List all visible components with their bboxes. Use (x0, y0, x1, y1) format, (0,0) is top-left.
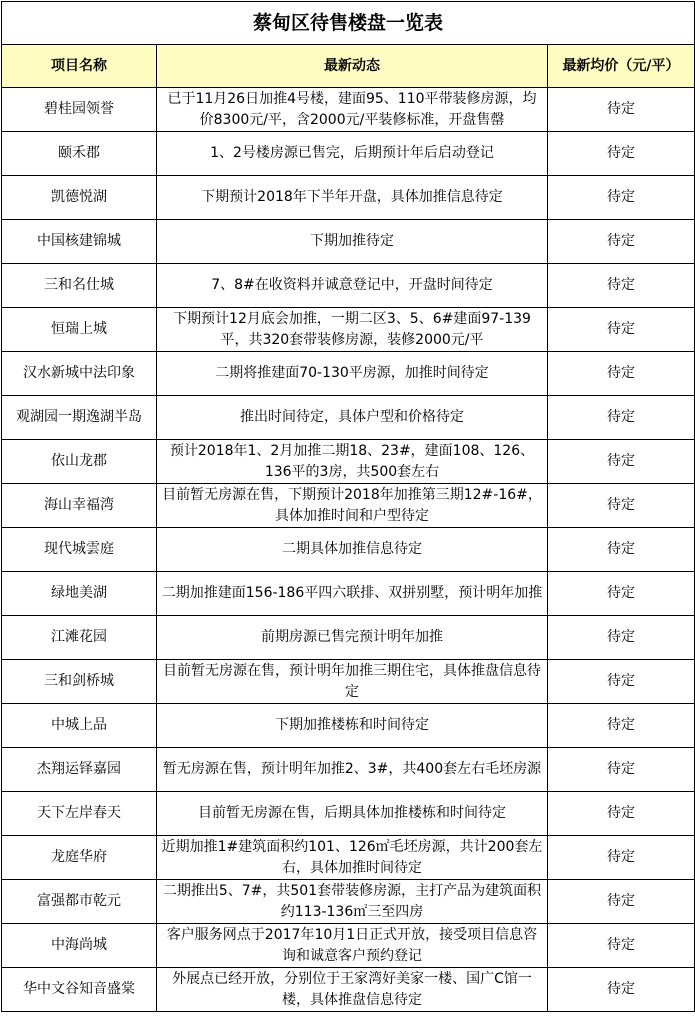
header-latest-news: 最新动态 (157, 45, 548, 88)
latest-news-cell: 推出时间待定，具体户型和价格待定 (157, 396, 548, 440)
table-row (2, 528, 695, 572)
latest-news-cell: 暂无房源在售，预计明年加推2、3#，共400套左右毛坯房源 (157, 748, 548, 792)
table-row (2, 308, 695, 352)
latest-news-cell: 目前暂无房源在售，下期预计2018年加推第三期12#-16#，具体加推时间和户型待定 (157, 484, 548, 528)
latest-news-cell: 二期推出5、7#，共501套带装修房源，主打产品为建筑面积约113-136㎡三至四房 (157, 880, 548, 924)
header-row (2, 45, 695, 88)
latest-price-cell: 待定 (548, 396, 695, 440)
latest-news-cell: 二期加推建面156-186平四六联排、双拼别墅，预计明年加推 (157, 572, 548, 616)
table-title: 蔡甸区待售楼盘一览表 (2, 2, 695, 45)
latest-price-cell: 待定 (548, 176, 695, 220)
latest-news-cell: 二期具体加推信息待定 (157, 528, 548, 572)
project-name-cell: 龙庭华府 (2, 836, 157, 880)
latest-price-cell: 待定 (548, 572, 695, 616)
latest-news-cell: 下期加推待定 (157, 220, 548, 264)
latest-news-cell: 下期加推楼栋和时间待定 (157, 704, 548, 748)
header-project-name: 项目名称 (2, 45, 157, 88)
project-name-cell: 恒瑞上城 (2, 308, 157, 352)
table-row (2, 264, 695, 308)
latest-price-cell: 待定 (548, 528, 695, 572)
table-row (2, 880, 695, 924)
project-name-cell: 中国核建锦城 (2, 220, 157, 264)
latest-news-cell: 近期加推1#建筑面积约101、126㎡毛坯房源，共计200套左右，具体加推时间待定 (157, 836, 548, 880)
project-name-cell: 天下左岸春天 (2, 792, 157, 836)
latest-news-cell: 二期将推建面70-130平房源，加推时间待定 (157, 352, 548, 396)
latest-price-cell: 待定 (548, 484, 695, 528)
table-row (2, 88, 695, 132)
project-name-cell: 富强都市乾元 (2, 880, 157, 924)
project-name-cell: 中城上品 (2, 704, 157, 748)
table-row (2, 132, 695, 176)
latest-price-cell: 待定 (548, 88, 695, 132)
project-name-cell: 颐禾郡 (2, 132, 157, 176)
table-row (2, 748, 695, 792)
latest-price-cell: 待定 (548, 836, 695, 880)
project-name-cell: 三和剑桥城 (2, 660, 157, 704)
table-row (2, 440, 695, 484)
latest-price-cell: 待定 (548, 264, 695, 308)
project-name-cell: 中海尚城 (2, 924, 157, 968)
latest-price-cell: 待定 (548, 308, 695, 352)
table-row (2, 396, 695, 440)
listing-table (1, 1, 695, 1012)
latest-price-cell: 待定 (548, 880, 695, 924)
project-name-cell: 三和名仕城 (2, 264, 157, 308)
latest-news-cell: 1、2号楼房源已售完，后期预计年后启动登记 (157, 132, 548, 176)
project-name-cell: 绿地美湖 (2, 572, 157, 616)
latest-price-cell: 待定 (548, 924, 695, 968)
table-row (2, 616, 695, 660)
latest-price-cell: 待定 (548, 660, 695, 704)
project-name-cell: 汉水新城中法印象 (2, 352, 157, 396)
latest-news-cell: 预计2018年1、2月加推二期18、23#，建面108、126、136平的3房，共500套左右 (157, 440, 548, 484)
table-row (2, 176, 695, 220)
project-name-cell: 江滩花园 (2, 616, 157, 660)
project-name-cell: 现代城雲庭 (2, 528, 157, 572)
latest-news-cell: 目前暂无房源在售，预计明年加推三期住宅，具体推盘信息待定 (157, 660, 548, 704)
table-row (2, 484, 695, 528)
table-row (2, 352, 695, 396)
header-latest-price: 最新均价（元/平） (548, 45, 695, 88)
table-row (2, 704, 695, 748)
table-row (2, 220, 695, 264)
latest-price-cell: 待定 (548, 440, 695, 484)
project-name-cell: 华中文谷知音盛棠 (2, 968, 157, 1012)
latest-news-cell: 已于11月26日加推4号楼，建面95、110平带装修房源，均价8300元/平，含2000元/平装修标准，开盘售罄 (157, 88, 548, 132)
latest-price-cell: 待定 (548, 748, 695, 792)
project-name-cell: 杰翔运铎嘉园 (2, 748, 157, 792)
latest-price-cell: 待定 (548, 220, 695, 264)
project-name-cell: 凯德悦湖 (2, 176, 157, 220)
latest-price-cell: 待定 (548, 792, 695, 836)
latest-news-cell: 客户服务网点于2017年10月1日正式开放，接受项目信息咨询和诚意客户预约登记 (157, 924, 548, 968)
table-row (2, 792, 695, 836)
latest-news-cell: 下期预计12月底会加推，一期二区3、5、6#建面97-139平，共320套带装修房源，装修2000元/平 (157, 308, 548, 352)
latest-price-cell: 待定 (548, 352, 695, 396)
latest-price-cell: 待定 (548, 616, 695, 660)
latest-news-cell: 下期预计2018年下半年开盘，具体加推信息待定 (157, 176, 548, 220)
latest-news-cell: 7、8#在收资料并诚意登记中，开盘时间待定 (157, 264, 548, 308)
latest-price-cell: 待定 (548, 132, 695, 176)
latest-news-cell: 外展点已经开放，分别位于王家湾好美家一楼、国广C馆一楼，具体推盘信息待定 (157, 968, 548, 1012)
project-name-cell: 海山幸福湾 (2, 484, 157, 528)
table-row (2, 968, 695, 1012)
listing-sheet (1, 1, 694, 1012)
project-name-cell: 依山龙郡 (2, 440, 157, 484)
latest-price-cell: 待定 (548, 968, 695, 1012)
table-row (2, 924, 695, 968)
project-name-cell: 碧桂园领誉 (2, 88, 157, 132)
latest-news-cell: 前期房源已售完预计明年加推 (157, 616, 548, 660)
title-row (2, 2, 695, 45)
table-row (2, 660, 695, 704)
table-row (2, 572, 695, 616)
project-name-cell: 观湖园一期逸湖半岛 (2, 396, 157, 440)
table-row (2, 836, 695, 880)
latest-news-cell: 目前暂无房源在售，后期具体加推楼栋和时间待定 (157, 792, 548, 836)
latest-price-cell: 待定 (548, 704, 695, 748)
